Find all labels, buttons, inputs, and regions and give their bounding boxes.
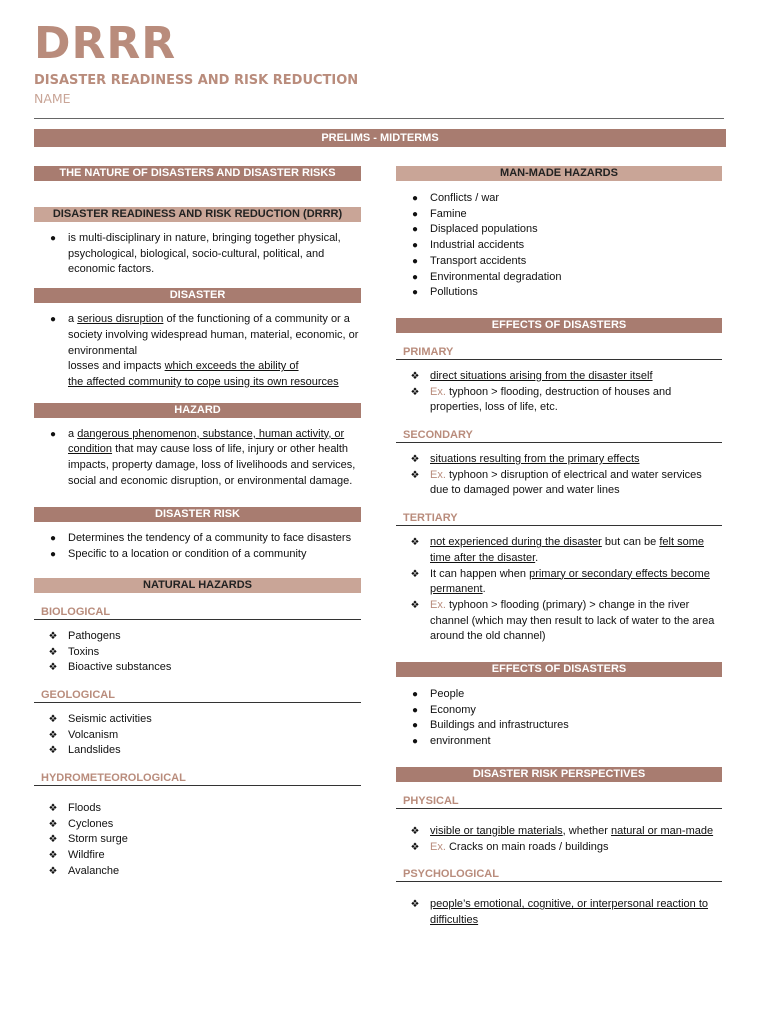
left-column <box>34 166 361 880</box>
natural-hazards-header: NATURAL HAZARDS <box>34 578 361 593</box>
list-item: ● a dangerous phenomenon, substance, human activity, or condition that may cause loss of life, injury or other health impacts, property damage, loss of livelihoods and services, social and economic disruption, or environmental damage. <box>34 427 361 490</box>
bullet-icon: ● <box>411 287 419 299</box>
diamond-bullet-icon: ❖ <box>48 713 58 725</box>
list-item: ❖ Wildfire <box>34 848 361 864</box>
tertiary-list <box>396 535 722 645</box>
bullet-icon: ● <box>49 549 57 561</box>
secondary-subheader: SECONDARY <box>396 427 722 443</box>
list-item: ❖ Ex. typhoon > flooding, destruction of houses and properties, loss of life, etc. <box>396 385 722 416</box>
list-item: ❖ Ex. Cracks on main roads / buildings <box>396 840 722 856</box>
list-item: ❖ direct situations arising from the disaster itself <box>396 369 722 385</box>
diamond-bullet-icon: ❖ <box>410 537 420 549</box>
tertiary-subheader: TERTIARY <box>396 510 722 526</box>
hydrometeorological-list <box>34 801 361 880</box>
effects-of-disasters-header-2: EFFECTS OF DISASTERS <box>396 662 722 677</box>
physical-subheader: PHYSICAL <box>396 793 722 809</box>
list-item: ● a serious disruption of the functioning of a community or a society involving widespread human, material, economic, or environmental losses and impacts which exceeds the ability of the affected community to cope using its own resources <box>34 312 361 391</box>
bullet-icon: ● <box>411 720 419 732</box>
list-item: ● Economy <box>396 703 722 719</box>
diamond-bullet-icon: ❖ <box>410 469 420 481</box>
bullet-icon: ● <box>49 233 57 244</box>
bullet-icon: ● <box>411 240 419 252</box>
diamond-bullet-icon: ❖ <box>48 646 58 658</box>
list-item: ❖ visible or tangible materials, whether natural or man-made <box>396 824 722 840</box>
diamond-bullet-icon: ❖ <box>410 899 420 911</box>
biological-list <box>34 629 361 676</box>
effects-of-disasters-header: EFFECTS OF DISASTERS <box>396 318 722 333</box>
list-item: ● Conflicts / war <box>396 191 722 207</box>
drrr-list <box>34 231 361 278</box>
list-item: ● is multi-disciplinary in nature, bringing together physical, psychological, biological, socio-cultural, political, and economic factors. <box>34 231 361 278</box>
bullet-icon: ● <box>411 271 419 283</box>
psychological-subheader: PSYCHOLOGICAL <box>396 866 722 882</box>
geological-list <box>34 712 361 759</box>
list-item: ❖ Cyclones <box>34 817 361 833</box>
list-item: ❖ situations resulting from the primary effects <box>396 452 722 468</box>
document-subtitle: DISASTER READINESS AND RISK REDUCTION <box>34 73 359 88</box>
bullet-icon: ● <box>411 704 419 716</box>
list-item: ● Displaced populations <box>396 222 722 238</box>
diamond-bullet-icon: ❖ <box>48 729 58 741</box>
bullet-icon: ● <box>411 689 419 701</box>
list-item: ❖ Floods <box>34 801 361 817</box>
list-item: ❖ not experienced during the disaster but can be felt some time after the disaster. <box>396 535 722 566</box>
section-band: PRELIMS - MIDTERMS <box>34 129 726 147</box>
diamond-bullet-icon: ❖ <box>48 630 58 642</box>
diamond-bullet-icon: ❖ <box>410 825 420 837</box>
nature-header: THE NATURE OF DISASTERS AND DISASTER RISKS <box>34 166 361 181</box>
primary-subheader: PRIMARY <box>396 344 722 360</box>
list-item: ❖ Pathogens <box>34 629 361 645</box>
list-item: ❖ Bioactive substances <box>34 660 361 676</box>
bullet-icon: ● <box>411 224 419 236</box>
list-item: ❖ Ex. typhoon > flooding (primary) > change in the river channel (which may then result to lack of water to the area around the old channel) <box>396 598 722 645</box>
drrr-header: DISASTER READINESS AND RISK REDUCTION (DRRR) <box>34 207 361 222</box>
hazard-header: HAZARD <box>34 403 361 418</box>
list-item: ● Determines the tendency of a community to face disasters <box>34 531 361 547</box>
diamond-bullet-icon: ❖ <box>410 841 420 853</box>
list-item: ● Specific to a location or condition of a community <box>34 547 361 563</box>
disaster-risk-perspectives-header: DISASTER RISK PERSPECTIVES <box>396 767 722 782</box>
bullet-icon: ● <box>49 533 57 545</box>
diamond-bullet-icon: ❖ <box>410 386 420 398</box>
list-item: ❖ people’s emotional, cognitive, or interpersonal reaction to difficulties <box>396 897 722 928</box>
list-item: ❖ Storm surge <box>34 832 361 848</box>
list-item: ● Famine <box>396 207 722 223</box>
disaster-list <box>34 312 361 391</box>
risk-list <box>34 531 361 562</box>
disaster-header: DISASTER <box>34 288 361 303</box>
bullet-icon: ● <box>411 208 419 220</box>
document-title: DRRR <box>34 18 177 69</box>
list-item: ❖ It can happen when primary or secondary effects become permanent. <box>396 567 722 598</box>
effects-list <box>396 687 722 750</box>
biological-subheader: BIOLOGICAL <box>34 604 361 620</box>
diamond-bullet-icon: ❖ <box>410 599 420 611</box>
disaster-risk-header: DISASTER RISK <box>34 507 361 522</box>
list-item: ❖ Landslides <box>34 743 361 759</box>
diamond-bullet-icon: ❖ <box>410 568 420 580</box>
list-item: ● Pollutions <box>396 285 722 301</box>
bullet-icon: ● <box>411 255 419 267</box>
bullet-icon: ● <box>411 193 419 204</box>
man-made-hazards-header: MAN-MADE HAZARDS <box>396 166 722 181</box>
diamond-bullet-icon: ❖ <box>48 818 58 830</box>
list-item: ❖ Volcanism <box>34 728 361 744</box>
psychological-list <box>396 897 722 928</box>
list-item: ● People <box>396 687 722 703</box>
physical-list <box>396 824 722 855</box>
geological-subheader: GEOLOGICAL <box>34 687 361 703</box>
right-column <box>396 166 722 929</box>
list-item: ❖ Toxins <box>34 645 361 661</box>
name-line <box>34 118 724 119</box>
bullet-icon: ● <box>49 428 57 440</box>
diamond-bullet-icon: ❖ <box>48 662 58 674</box>
list-item: ● environment <box>396 734 722 750</box>
diamond-bullet-icon: ❖ <box>48 834 58 846</box>
primary-list <box>396 369 722 416</box>
list-item: ● Industrial accidents <box>396 238 722 254</box>
diamond-bullet-icon: ❖ <box>48 803 58 815</box>
diamond-bullet-icon: ❖ <box>48 850 58 862</box>
hazard-list <box>34 427 361 490</box>
diamond-bullet-icon: ❖ <box>48 745 58 757</box>
list-item: ❖ Avalanche <box>34 864 361 880</box>
list-item: ● Transport accidents <box>396 254 722 270</box>
secondary-list <box>396 452 722 499</box>
hydrometeorological-subheader: HYDROMETEOROLOGICAL <box>34 770 361 786</box>
bullet-icon: ● <box>411 736 419 748</box>
diamond-bullet-icon: ❖ <box>48 865 58 877</box>
name-label: NAME <box>34 91 71 106</box>
list-item: ❖ Seismic activities <box>34 712 361 728</box>
diamond-bullet-icon: ❖ <box>410 454 420 466</box>
list-item: ❖ Ex. typhoon > disruption of electrical and water services due to damaged power and water lines <box>396 468 722 499</box>
man-made-list <box>396 191 722 301</box>
list-item: ● Buildings and infrastructures <box>396 718 722 734</box>
bullet-icon: ● <box>49 314 57 326</box>
diamond-bullet-icon: ❖ <box>410 370 420 382</box>
list-item: ● Environmental degradation <box>396 270 722 286</box>
